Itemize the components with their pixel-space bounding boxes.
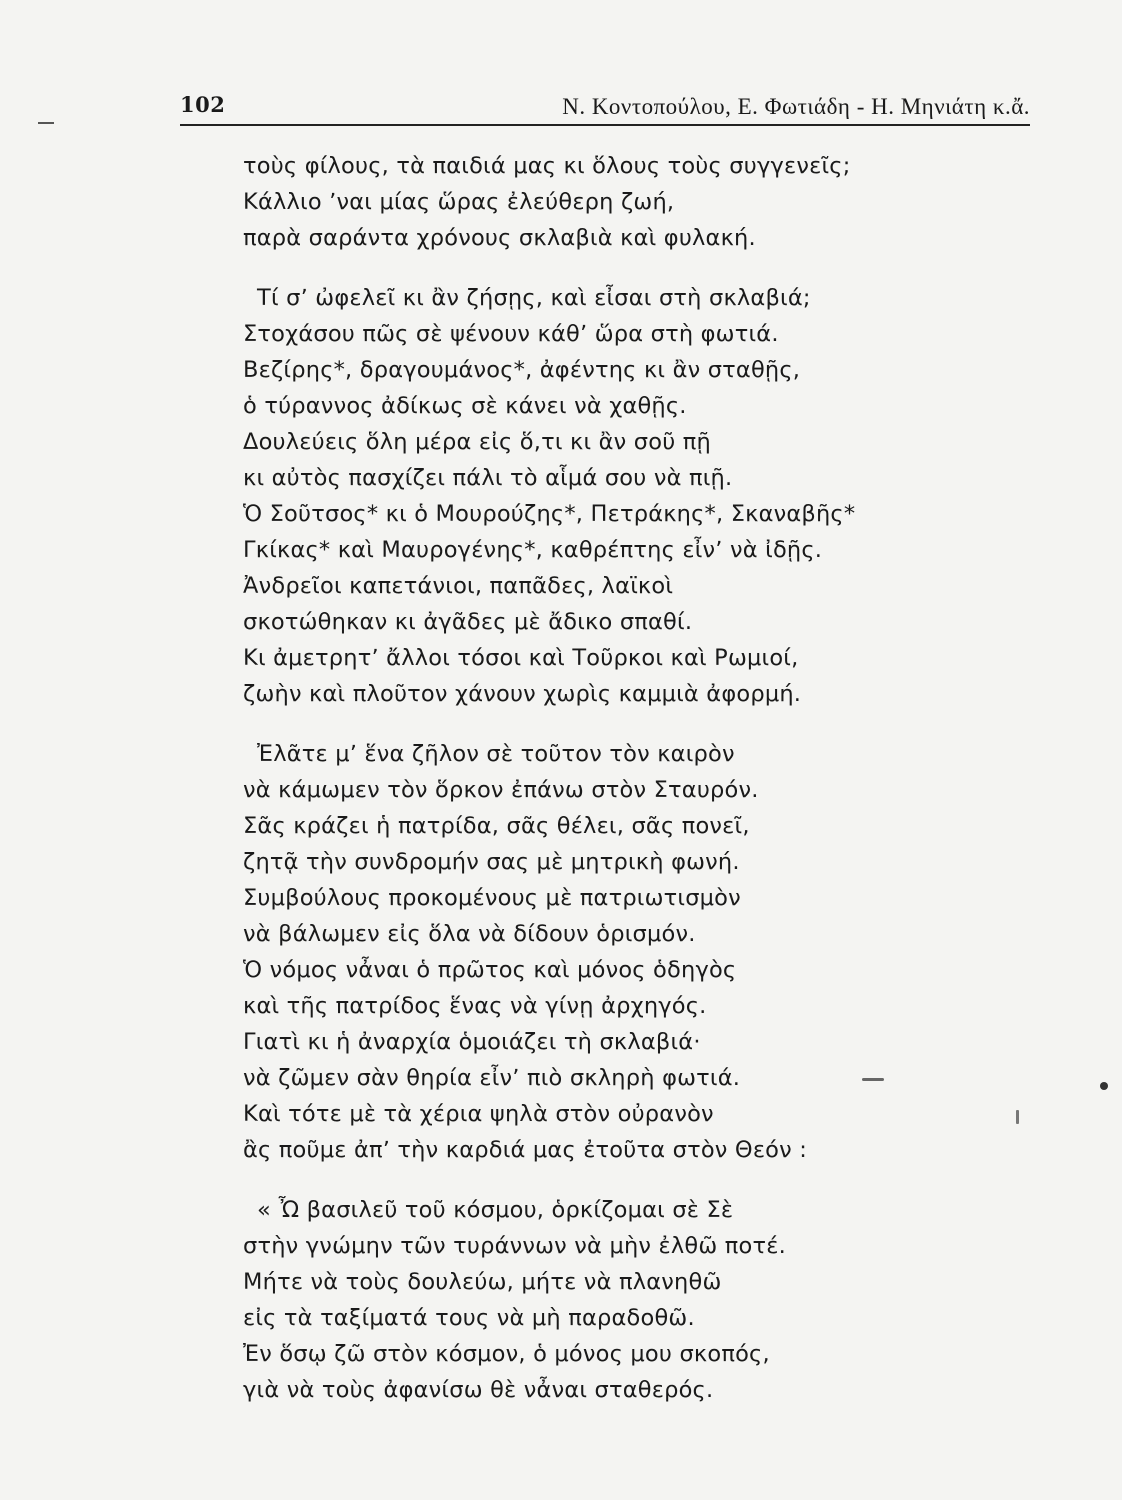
scan-speck (1016, 1110, 1019, 1124)
verse-line: ὁ τύραννος ἀδίκως σὲ κάνει νὰ χαθῇς. (243, 393, 687, 419)
stanza (243, 1192, 903, 1408)
stanza-gap (243, 256, 903, 280)
verse-line: Δουλεύεις ὅλη μέρα εἰς ὅ,τι κι ἂν σοῦ πῇ (243, 429, 711, 455)
page-number: 102 (180, 92, 226, 117)
verse-line: « Ὦ βασιλεῦ τοῦ κόσμου, ὁρκίζομαι σὲ Σὲ (257, 1197, 734, 1223)
scan-speck (1100, 1082, 1108, 1090)
margin-mark (38, 122, 54, 124)
verse-line: ζητᾷ τὴν συνδρομήν σας μὲ μητρικὴ φωνή. (243, 849, 740, 875)
verse-line: νὰ κάμωμεν τὸν ὅρκον ἐπάνω στὸν Σταυρόν. (243, 777, 759, 803)
verse-line: Συμβούλους προκομένους μὲ πατριωτισμὸν (243, 885, 741, 911)
stanza (243, 148, 903, 256)
verse-line: Στοχάσου πῶς σὲ ψένουν κάθʼ ὥρα στὴ φωτιά. (243, 321, 779, 347)
verse-line: Ὁ Σοῦτσος* κι ὁ Μουρούζης*, Πετράκης*, Σκαναβῆς* (243, 501, 856, 527)
header-rule (180, 124, 1030, 126)
verse-line: ἂς ποῦμε ἀπʼ τὴν καρδιά μας ἐτοῦτα στὸν Θεόν : (243, 1137, 808, 1163)
verse-line: παρὰ σαράντα χρόνους σκλαβιὰ καὶ φυλακή. (243, 225, 756, 251)
verse-line: καὶ τῆς πατρίδος ἕνας νὰ γίνῃ ἀρχηγός. (243, 993, 707, 1019)
verse-line: νὰ βάλωμεν εἰς ὅλα νὰ δίδουν ὁρισμόν. (243, 921, 696, 947)
verse-line: ζωὴν καὶ πλοῦτον χάνουν χωρὶς καμμιὰ ἀφορμή. (243, 681, 802, 707)
verse-line: Βεζίρης*, δραγουμάνος*, ἀφέντης κι ἂν σταθῇς, (243, 357, 801, 383)
scan-speck (862, 1078, 884, 1081)
verse-line: Ἀνδρεῖοι καπετάνιοι, παπᾶδες, λαϊκοὶ (243, 573, 674, 599)
stanza (243, 736, 903, 1168)
verse-line: νὰ ζῶμεν σὰν θηρία εἶνʼ πιὸ σκληρὴ φωτιά. (243, 1065, 741, 1091)
running-head: Ν. Κοντοπούλου, Ε. Φωτιάδη - Η. Μηνιάτη κ.ἄ. (562, 94, 1030, 119)
verse-line: γιὰ νὰ τοὺς ἀφανίσω θὲ νἆναι σταθερός. (243, 1377, 714, 1403)
poem-body (243, 148, 903, 1408)
stanza (243, 280, 903, 712)
verse-line: Τί σʼ ὠφελεῖ κι ἂν ζήσῃς, καὶ εἶσαι στὴ σκλαβιά; (257, 285, 811, 311)
verse-line: Ὁ νόμος νἆναι ὁ πρῶτος καὶ μόνος ὁδηγὸς (243, 957, 737, 983)
verse-line: Γκίκας* καὶ Μαυρογένης*, καθρέπτης εἶνʼ νὰ ἰδῇς. (243, 537, 823, 563)
verse-line: τοὺς φίλους, τὰ παιδιά μας κι ὅλους τοὺς συγγενεῖς; (243, 153, 851, 179)
verse-line: κι αὐτὸς πασχίζει πάλι τὸ αἷμά σου νὰ πιῇ. (243, 465, 733, 491)
verse-line: εἰς τὰ ταξίματά τους νὰ μὴ παραδοθῶ. (243, 1305, 695, 1331)
verse-line: στὴν γνώμην τῶν τυράννων νὰ μὴν ἐλθῶ ποτέ. (243, 1233, 786, 1259)
verse-line: Κι ἀμετρητʼ ἄλλοι τόσοι καὶ Τοῦρκοι καὶ Ρωμιοί, (243, 645, 799, 671)
verse-line: Κάλλιο ʼναι μίας ὥρας ἐλεύθερη ζωή, (243, 189, 675, 215)
stanza-gap (243, 712, 903, 736)
verse-line: Ἐν ὅσῳ ζῶ στὸν κόσμον, ὁ μόνος μου σκοπός, (243, 1341, 770, 1367)
verse-line: Ἐλᾶτε μʼ ἕνα ζῆλον σὲ τοῦτον τὸν καιρὸν (257, 741, 735, 767)
page-header (180, 86, 1030, 122)
verse-line: Μήτε νὰ τοὺς δουλεύω, μήτε νὰ πλανηθῶ (243, 1269, 722, 1295)
verse-line: Σᾶς κράζει ἡ πατρίδα, σᾶς θέλει, σᾶς πονεῖ, (243, 813, 750, 839)
verse-line: σκοτώθηκαν κι ἀγᾶδες μὲ ἄδικο σπαθί. (243, 609, 693, 635)
stanza-gap (243, 1168, 903, 1192)
verse-line: Γιατὶ κι ἡ ἀναρχία ὁμοιάζει τὴ σκλαβιά· (243, 1029, 701, 1055)
verse-line: Καὶ τότε μὲ τὰ χέρια ψηλὰ στὸν οὐρανὸν (243, 1101, 714, 1127)
